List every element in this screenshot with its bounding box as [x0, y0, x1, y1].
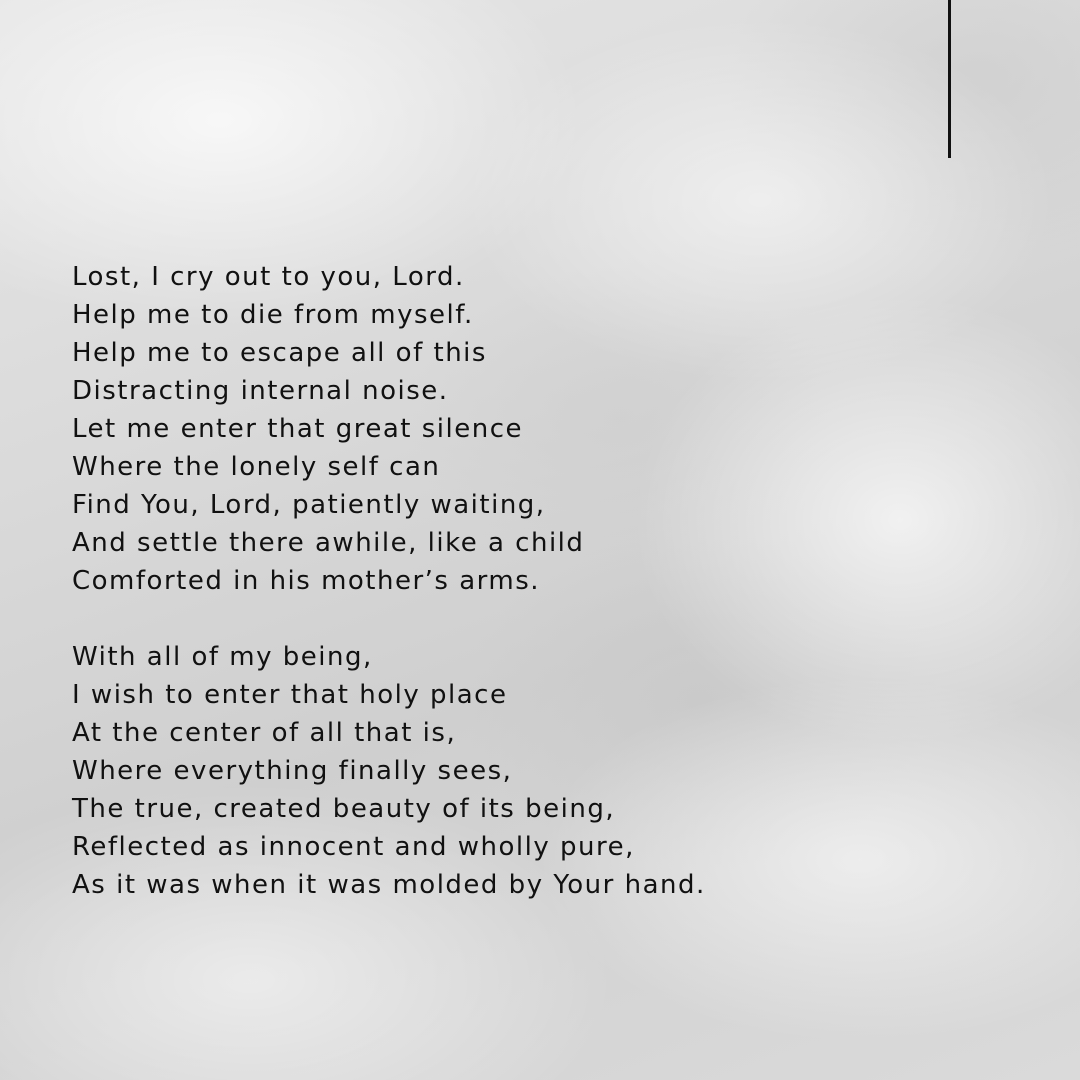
poem-line: At the center of all that is, — [72, 718, 457, 748]
poem-line: Distracting internal noise. — [72, 376, 449, 406]
poem-line: Where the lonely self can — [72, 452, 441, 482]
poem-line: Reflected as innocent and wholly pure, — [72, 832, 635, 862]
vertical-rule — [948, 0, 951, 158]
stanza-1 — [72, 258, 972, 600]
poem-line: The true, created beauty of its being, — [72, 794, 616, 824]
stanza-2 — [72, 638, 972, 904]
poem-line: Let me enter that great silence — [72, 414, 524, 444]
poem-line: With all of my being, — [72, 642, 373, 672]
poem-line: Comforted in his mother’s arms. — [72, 566, 541, 596]
poem-line: Help me to escape all of this — [72, 338, 487, 368]
poem-line: Where everything finally sees, — [72, 756, 513, 786]
poem-line: As it was when it was molded by Your hand. — [72, 870, 706, 900]
poem-line: And settle there awhile, like a child — [72, 528, 585, 558]
poem-line: Find You, Lord, patiently waiting, — [72, 490, 546, 520]
poem-line: Lost, I cry out to you, Lord. — [72, 262, 465, 292]
poem-line: I wish to enter that holy place — [72, 680, 508, 710]
poem-line: Help me to die from myself. — [72, 300, 474, 330]
poem-text — [72, 258, 972, 942]
